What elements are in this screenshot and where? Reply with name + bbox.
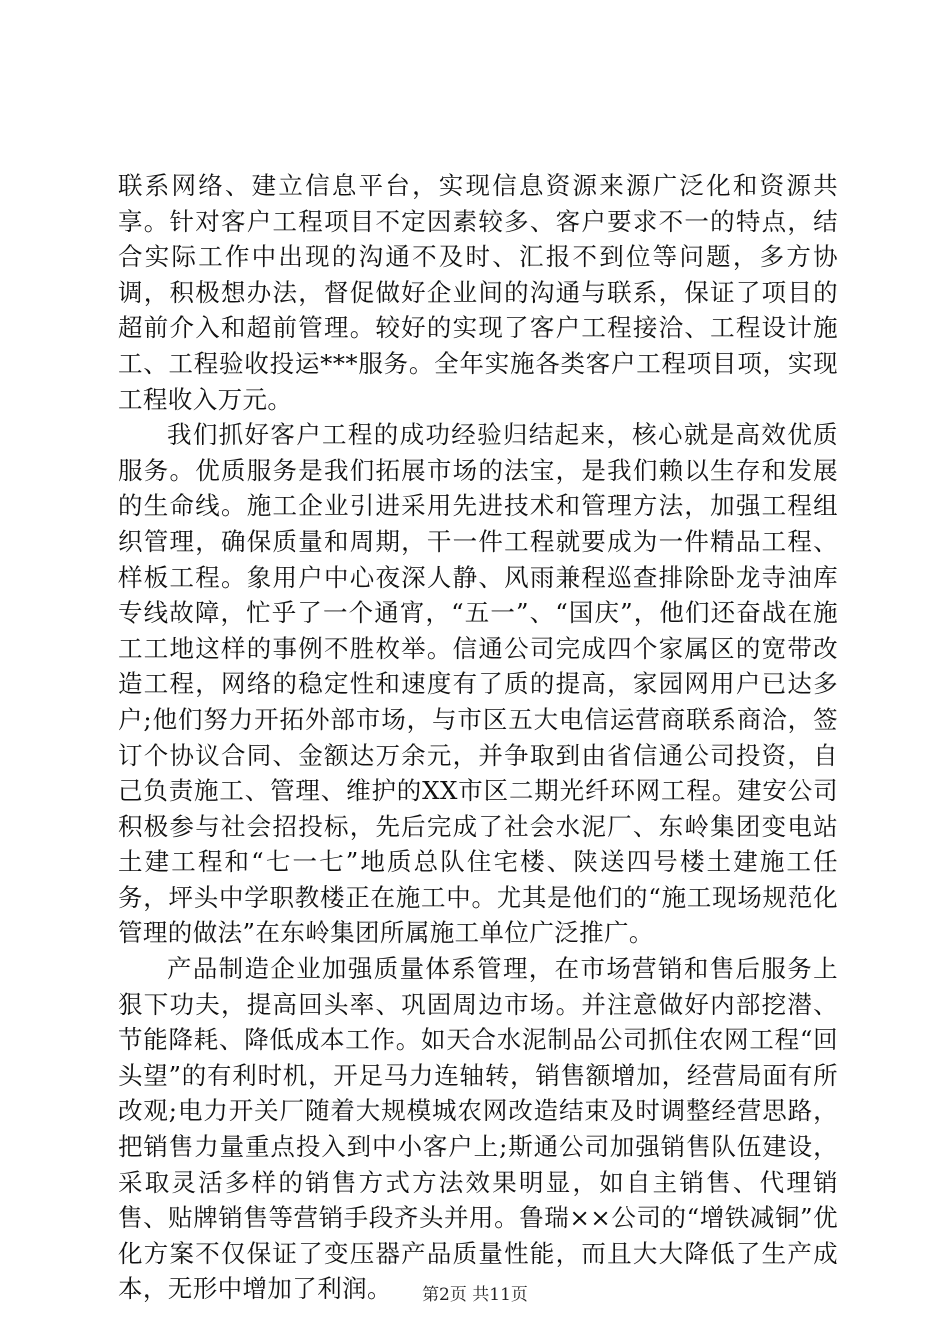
page-number-footer: 第2页 共11页	[422, 1285, 528, 1305]
paragraph-customer-engineering: 我们抓好客户工程的成功经验归结起来，核心就是高效优质服务。优质服务是我们拓展市场的法宝，是我们赖以生存和发展的生命线。施工企业引进采用先进技术和管理方法，加强工程组织管理，确保质量和周期，干一件工程就要成为一件精品工程、样板工程。象用户中心夜深人静、风雨兼程巡查排除卧龙寺油库专线故障，忙乎了一个通宵，“五一”、“国庆”，他们还奋战在施工工地这样的事例不胜枚举。信通公司完成四个家属区的宽带改造工程，网络的稳定性和速度有了质的提高，家园网用户已达多户;他们努力开拓外部市场，与市区五大电信运营商联系商洽，签订个协议合同、金额达万余元，并争取到由省信通公司投资，自己负责施工、管理、维护的XX市区二期光纤环网工程。建安公司积极参与社会招投标，先后完成了社会水泥厂、东岭集团变电站土建工程和“七一七”地质总队住宅楼、陕送四号楼土建施工任务，坪头中学职教楼正在施工中。尤其是他们的“施工现场规范化管理的做法”在东岭集团所属施工单位广泛推广。	[118, 420, 838, 948]
paragraph-product-manufacturing: 产品制造企业加强质量体系管理，在市场营销和售后服务上狠下功夫，提高回头率、巩固周边市场。并注意做好内部挖潜、节能降耗、降低成本工作。如天合水泥制品公司抓住农网工程“回头望”的有利时机，开足马力连轴转，销售额增加，经营局面有所改观;电力开关厂随着大规模城农网改造结束及时调整经营思路，把销售力量重点投入到中小客户上;斯通公司加强销售队伍建设，采取灵活多样的销售方式方法效果明显，如自主销售、代理销售、贴牌销售等营销手段齐头并用。鲁瑞××公司的“增铁减铜”优化方案不仅保证了变压器产品质量性能，而且大大降低了生产成本，无形中增加了利润。	[118, 954, 838, 1304]
document-body	[118, 168, 838, 1307]
paragraph-continued: 联系网络、建立信息平台，实现信息资源来源广泛化和资源共享。针对客户工程项目不定因素较多、客户要求不一的特点，结合实际工作中出现的沟通不及时、汇报不到位等问题，多方协调，积极想办法，督促做好企业间的沟通与联系，保证了项目的超前介入和超前管理。较好的实现了客户工程接洽、工程设计施工、工程验收投运***服务。全年实施各类客户工程项目项，实现工程收入万元。	[118, 171, 838, 414]
